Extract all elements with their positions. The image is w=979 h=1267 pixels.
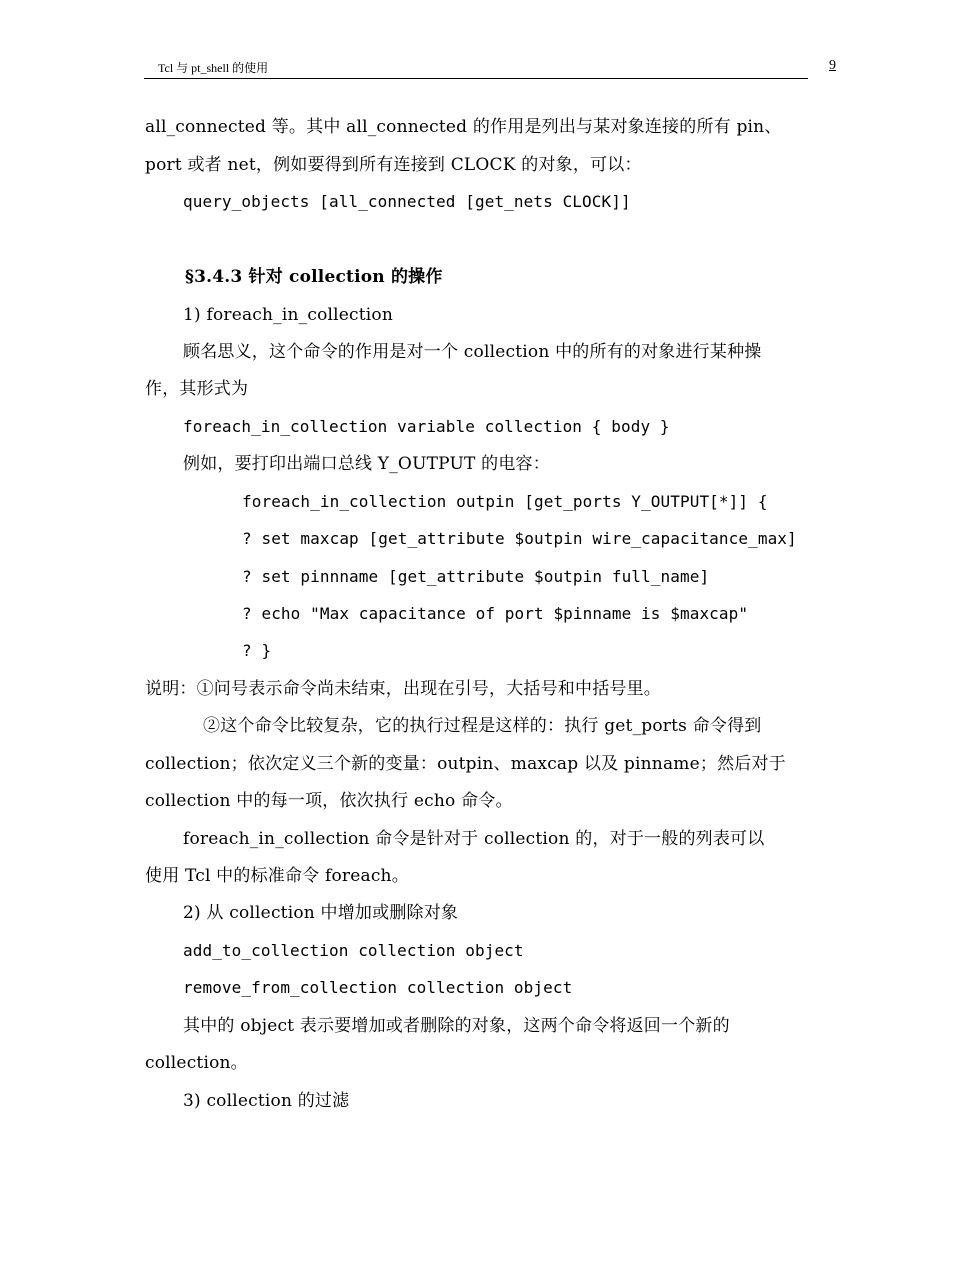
body-line-7: 使用 Tcl 中的标准命令 foreach。 (145, 866, 409, 886)
body-line-3: 顾名思义，这个命令的作用是对一个 collection 中的所有的对象进行某种操 (183, 342, 762, 362)
body-line-5: 例如，要打印出端口总线 Y_OUTPUT 的电容： (183, 454, 550, 474)
note-line-4: collection 中的每一项，依次执行 echo 命令。 (145, 791, 513, 811)
code-line-set-pinnname: ? set pinnname [get_attribute $outpin full_name] (242, 567, 710, 586)
body-line-2: port 或者 net，例如要得到所有连接到 CLOCK 的对象，可以： (145, 155, 642, 175)
note-line-2: ②这个命令比较复杂，它的执行过程是这样的：执行 get_ports 命令得到 (203, 716, 762, 736)
note-line-3: collection；依次定义三个新的变量：outpin、maxcap 以及 pinname；然后对于 (145, 754, 786, 774)
code-line-echo: ? echo "Max capacitance of port $pinname is $maxcap" (242, 604, 749, 623)
body-line-9: collection。 (145, 1053, 248, 1073)
code-line-close-brace: ? } (242, 641, 272, 660)
code-line-syntax: foreach_in_collection variable collection { body } (183, 417, 670, 436)
code-line-query-objects: query_objects [all_connected [get_nets CLOCK]] (183, 192, 631, 211)
body-line-4: 作，其形式为 (145, 379, 249, 399)
code-line-foreach: foreach_in_collection outpin [get_ports Y_OUTPUT[*]] { (242, 492, 768, 511)
body-line-8: 其中的 object 表示要增加或者删除的对象，这两个命令将返回一个新的 (183, 1016, 730, 1036)
list-item-1: 1) foreach_in_collection (183, 305, 394, 325)
page-number: 9 (829, 58, 836, 73)
code-line-set-maxcap: ? set maxcap [get_attribute $outpin wire_capacitance_max] (242, 529, 797, 548)
page-header (144, 58, 836, 80)
code-line-remove-from-collection: remove_from_collection collection object (183, 978, 573, 997)
section-heading: §3.4.3 针对 collection 的操作 (185, 267, 443, 287)
header-rule (144, 78, 808, 79)
body-line-6: foreach_in_collection 命令是针对于 collection 的，对于一般的列表可以 (183, 829, 765, 849)
body-line-1: all_connected 等。其中 all_connected 的作用是列出与某对象连接的所有 pin、 (145, 117, 782, 137)
note-line-1: 说明：①问号表示命令尚未结束，出现在引号，大括号和中括号里。 (145, 679, 661, 699)
list-item-3: 3) collection 的过滤 (183, 1091, 350, 1111)
list-item-2: 2) 从 collection 中增加或删除对象 (183, 903, 459, 923)
code-line-add-to-collection: add_to_collection collection object (183, 941, 524, 960)
header-title: Tcl 与 pt_shell 的使用 (158, 61, 269, 75)
